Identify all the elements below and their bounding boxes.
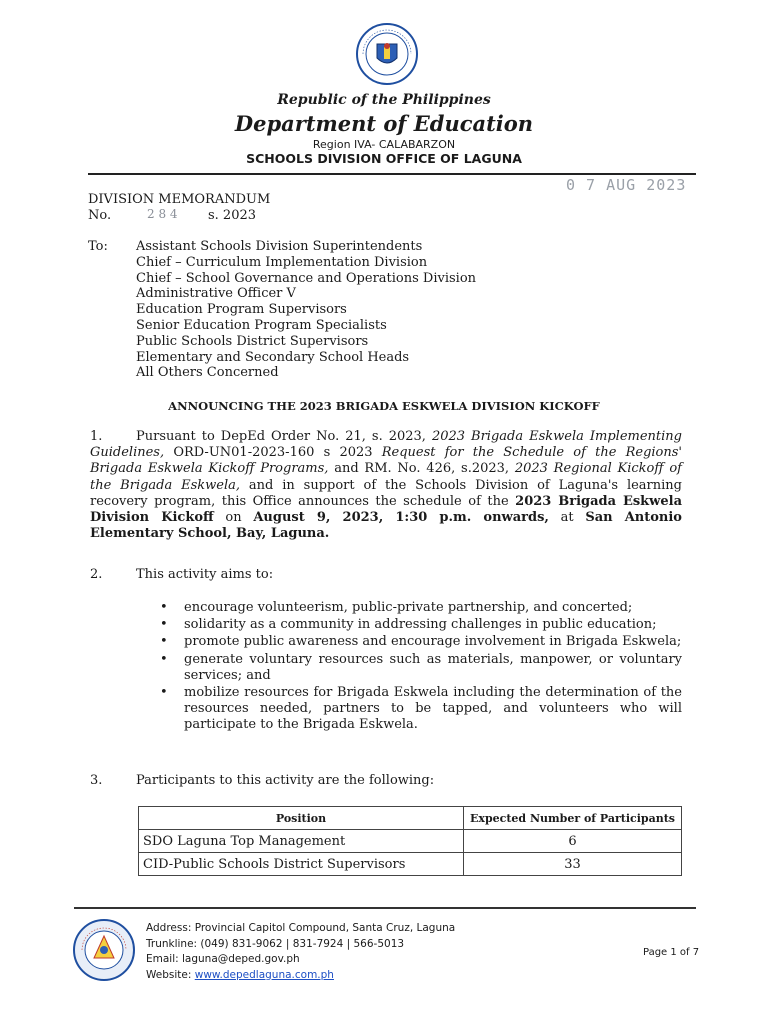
recipient: Administrative Officer V bbox=[136, 286, 296, 302]
footer-divider bbox=[74, 907, 696, 909]
memo-series: s. 2023 bbox=[208, 208, 257, 223]
paragraph-number: 3. bbox=[90, 773, 103, 788]
list-item: • solidarity as a community in addressing challenges in public education; bbox=[158, 617, 682, 633]
list-item: • promote public awareness and encourage involvement in Brigada Eskwela; bbox=[158, 634, 682, 650]
paragraph-2 bbox=[90, 567, 682, 583]
recipient-list bbox=[136, 239, 476, 381]
text-run: ORD-UN01-2023-160 s 2023 bbox=[164, 445, 382, 461]
footer-email: Email: laguna@deped.gov.ph bbox=[146, 953, 300, 965]
received-date-stamp: 0 7 AUG 2023 bbox=[566, 176, 687, 194]
memo-title: ANNOUNCING THE 2023 BRIGADA ESKWELA DIVISION KICKOFF bbox=[168, 399, 600, 413]
office-heading: SCHOOLS DIVISION OFFICE OF LAGUNA bbox=[246, 151, 522, 166]
text-run: 2023 Brigada Eskwela Division Kickoff bbox=[90, 493, 683, 526]
text-run: Request for the Schedule of the Regions' Brigada Eskwela Kickoff Programs, bbox=[90, 445, 682, 477]
paragraph-1 bbox=[90, 429, 682, 542]
text-run: 2023 Regional Kickoff of the Brigada Eskwela, bbox=[90, 461, 682, 493]
text-run: Pursuant to DepEd Order No. 21, s. 2023, bbox=[136, 429, 432, 444]
table-row bbox=[139, 853, 682, 876]
table-row bbox=[139, 830, 682, 853]
department-heading: Department of Education bbox=[234, 111, 534, 136]
recipient: Assistant Schools Division Superintendents bbox=[136, 239, 423, 254]
text-run: August 9, 2023, 1:30 p.m. onwards, bbox=[253, 510, 549, 526]
table-cell: 33 bbox=[464, 853, 682, 876]
footer-contact bbox=[146, 921, 455, 983]
page-number: Page 1 of 7 bbox=[643, 947, 700, 958]
paragraph-number: 2. bbox=[90, 567, 103, 582]
text-run: and RM. No. 426, s.2023, bbox=[328, 461, 515, 477]
text-run: on bbox=[213, 510, 254, 526]
text-run: San Antonio Elementary School, Bay, Laguna. bbox=[90, 510, 682, 542]
text-run: Participants to this activity are the following: bbox=[136, 773, 435, 788]
deped-seal-icon bbox=[355, 22, 419, 86]
recipient: Public Schools District Supervisors bbox=[136, 333, 369, 349]
column-header: Expected Number of Participants bbox=[464, 807, 682, 830]
recipient: Elementary and Secondary School Heads bbox=[136, 349, 410, 365]
list-item: • mobilize resources for Brigada Eskwela including the determination of the resources needed, partners to be tapped, and volunteers who will participate to the Brigada Eskwela. bbox=[158, 685, 682, 734]
republic-heading: Republic of the Philippines bbox=[277, 92, 491, 108]
region-heading: Region IVA- CALABARZON bbox=[312, 138, 456, 151]
table-cell: SDO Laguna Top Management bbox=[139, 830, 464, 853]
text-run: and in support of the Schools Division of Laguna's learning recovery program, this Office announces the schedule of the bbox=[90, 477, 682, 509]
division-seal-icon bbox=[72, 918, 136, 982]
website-link[interactable]: www.depedlaguna.com.ph bbox=[194, 968, 334, 981]
text-run: This activity aims to: bbox=[136, 567, 274, 582]
memo-type: DIVISION MEMORANDUM bbox=[88, 192, 271, 207]
recipient: Senior Education Program Specialists bbox=[136, 317, 387, 333]
paragraph-number: 1. bbox=[90, 429, 103, 444]
text-run: 2023 Brigada Eskwela Implementing Guidelines, bbox=[90, 429, 682, 461]
to-label: To: bbox=[88, 239, 108, 254]
recipient: Chief – School Governance and Operations Division bbox=[136, 270, 477, 286]
footer-address: Address: Provincial Capitol Compound, Santa Cruz, Laguna bbox=[146, 922, 456, 934]
list-item: • generate voluntary resources such as materials, manpower, or voluntary services; and bbox=[158, 652, 682, 684]
website-label: Website: bbox=[146, 968, 195, 981]
memo-no-label: No. bbox=[88, 208, 112, 223]
memo-number: 2 8 4 bbox=[147, 207, 178, 221]
header-divider bbox=[88, 173, 696, 175]
text-run: at bbox=[548, 510, 586, 526]
table-cell: 6 bbox=[464, 830, 682, 853]
recipient: Chief – Curriculum Implementation Division bbox=[136, 254, 428, 270]
list-item: • encourage volunteerism, public-private partnership, and concerted; bbox=[158, 600, 682, 616]
footer-website bbox=[146, 968, 455, 984]
recipient: All Others Concerned bbox=[136, 365, 279, 381]
footer-trunkline: Trunkline: (049) 831-9062 | 831-7924 | 566-5013 bbox=[146, 937, 405, 950]
participants-table bbox=[138, 806, 682, 876]
table-cell: CID-Public Schools District Supervisors bbox=[139, 853, 464, 876]
table-header-row bbox=[139, 807, 682, 830]
paragraph-3 bbox=[90, 773, 682, 789]
column-header: Position bbox=[139, 807, 464, 830]
recipient: Education Program Supervisors bbox=[136, 302, 347, 318]
aims-list bbox=[158, 600, 682, 735]
